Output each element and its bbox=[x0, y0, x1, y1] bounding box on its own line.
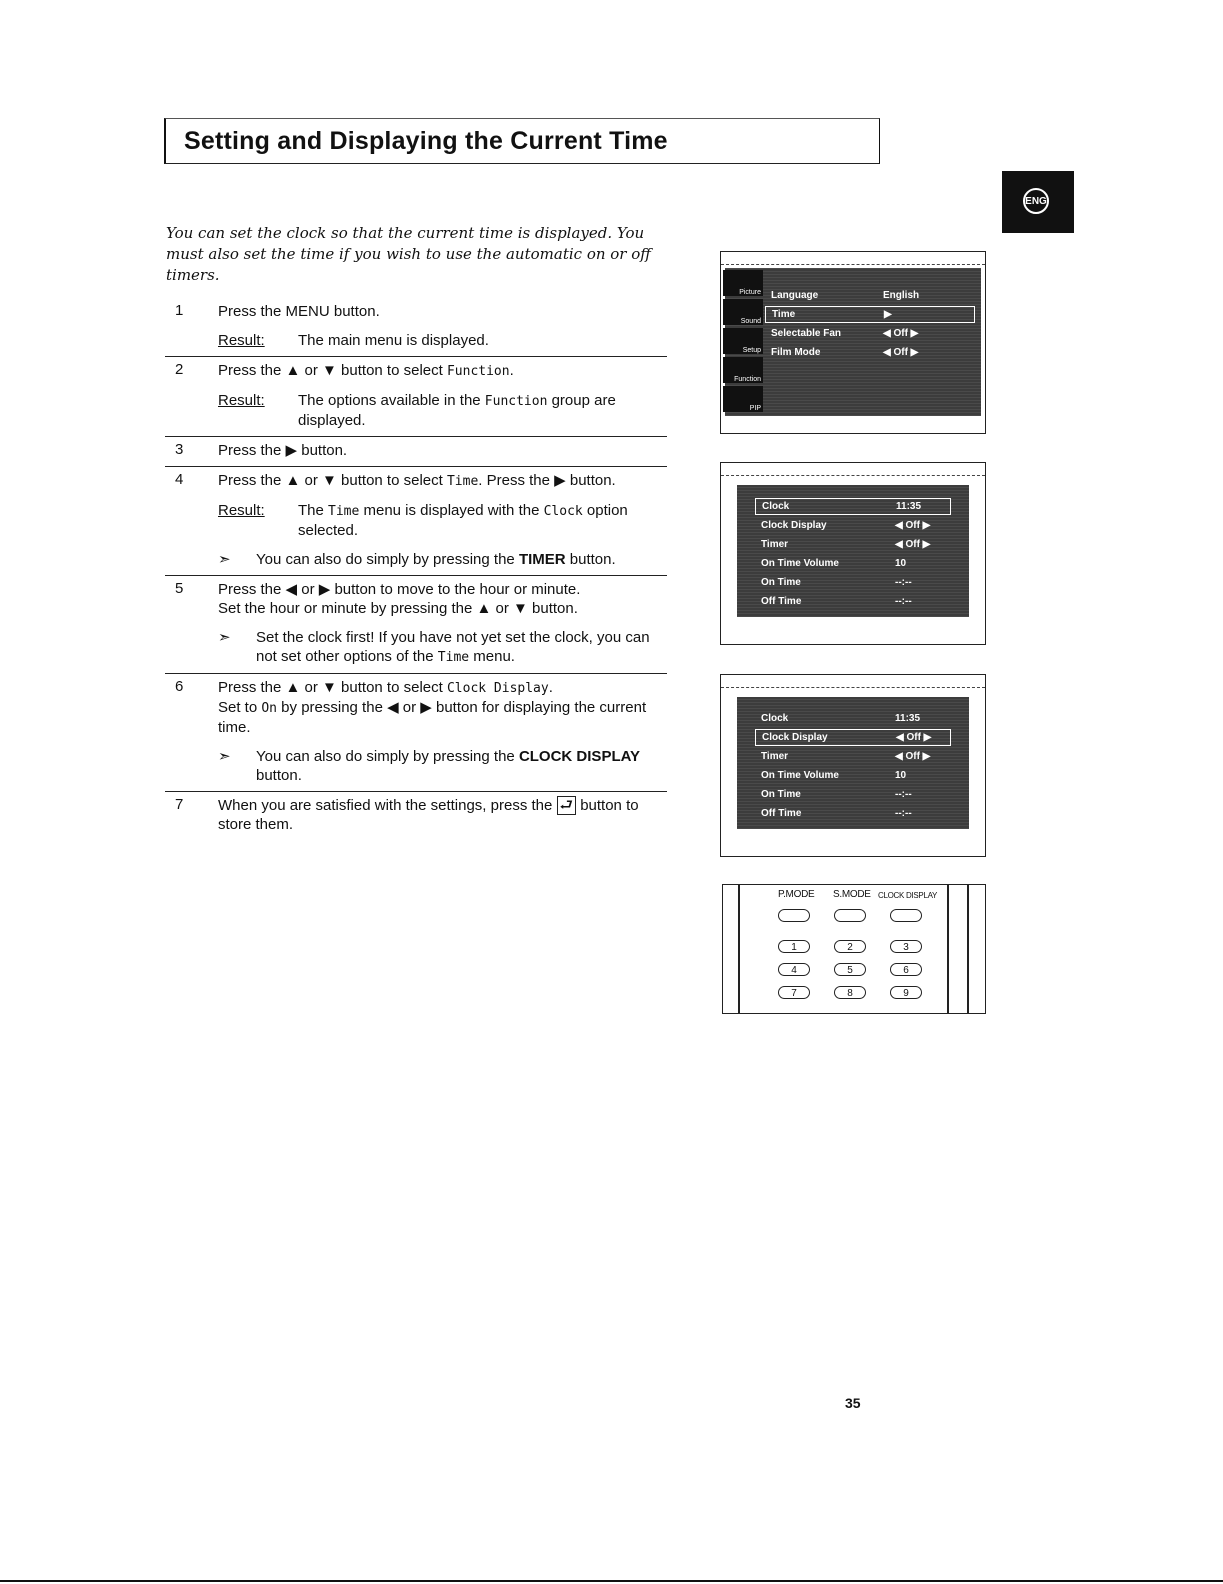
menu-row[interactable] bbox=[755, 786, 951, 803]
menu-row[interactable] bbox=[755, 517, 951, 534]
menu-row[interactable] bbox=[755, 574, 951, 591]
step-number: 7 bbox=[175, 796, 184, 813]
number-key-2[interactable]: 2 bbox=[834, 940, 866, 953]
language-badge-label: ENG bbox=[1023, 188, 1049, 214]
step-number: 6 bbox=[175, 678, 184, 695]
number-key-9[interactable]: 9 bbox=[890, 986, 922, 999]
menu-row[interactable] bbox=[755, 555, 951, 572]
menu-row[interactable] bbox=[765, 306, 975, 323]
step-instruction-2: Set to On by pressing the ◀ or ▶ button for displaying the current time. bbox=[218, 699, 647, 736]
step-note: ➣ You can also do simply by pressing the TIMER button. bbox=[218, 551, 616, 568]
number-key-4[interactable]: 4 bbox=[778, 963, 810, 976]
step-number: 5 bbox=[175, 580, 184, 597]
step-instruction: Press the ▶ button. bbox=[218, 442, 348, 459]
tv-screen-time-menu bbox=[720, 462, 986, 645]
menu-category-icon[interactable]: Function bbox=[723, 357, 763, 383]
menu-row-label: Language bbox=[771, 290, 819, 301]
step-4 bbox=[165, 467, 667, 576]
menu-row-value: ◀ Off ▶ bbox=[883, 347, 919, 358]
step-instruction: Press the MENU button. bbox=[218, 303, 380, 320]
intro-text: You can set the clock so that the current time is displayed. You must also set the time if you wish to use the automatic on or off timers. bbox=[166, 224, 651, 284]
p-mode-label: P.MODE bbox=[778, 889, 815, 900]
step-instruction: Press the ▲ or ▼ button to select Clock Display. bbox=[218, 679, 553, 696]
menu-category-icon[interactable]: Sound bbox=[723, 299, 763, 325]
menu-row-value: --:-- bbox=[895, 577, 912, 588]
step-2 bbox=[165, 357, 667, 437]
step-result: Result: The options available in the Function group are displayed. bbox=[218, 392, 616, 429]
number-key-7[interactable]: 7 bbox=[778, 986, 810, 999]
step-5 bbox=[165, 576, 667, 674]
menu-row[interactable] bbox=[755, 805, 951, 822]
menu-category-icon[interactable]: Setup bbox=[723, 328, 763, 354]
menu-row-label: Selectable Fan bbox=[771, 328, 842, 339]
enter-icon: ⮐ bbox=[557, 796, 577, 815]
menu-row-label: Time bbox=[772, 309, 796, 320]
remote-control-illustration bbox=[722, 884, 986, 1014]
note-arrow-icon: ➣ bbox=[218, 748, 231, 765]
number-key-8[interactable]: 8 bbox=[834, 986, 866, 999]
menu-row-value: --:-- bbox=[895, 789, 912, 800]
menu-row-label: On Time Volume bbox=[761, 558, 839, 569]
menu-row-value: 10 bbox=[895, 770, 907, 781]
menu-category-icon[interactable]: Picture bbox=[723, 270, 763, 296]
menu-row[interactable] bbox=[755, 748, 951, 765]
menu-row-label: Clock bbox=[761, 713, 789, 724]
step-7 bbox=[165, 792, 667, 840]
s-mode-label: S.MODE bbox=[833, 889, 871, 900]
menu-row-label: Clock Display bbox=[761, 520, 827, 531]
menu-row[interactable] bbox=[755, 767, 951, 784]
menu-row-value: ◀ Off ▶ bbox=[896, 732, 932, 743]
menu-row[interactable] bbox=[765, 344, 975, 361]
bottom-rule bbox=[0, 1580, 1223, 1582]
menu-row-value: English bbox=[883, 290, 920, 301]
step-instruction: Press the ▲ or ▼ button to select Function. bbox=[218, 362, 514, 379]
menu-row-label: On Time bbox=[761, 789, 801, 800]
step-result: Result: The main menu is displayed. bbox=[218, 332, 489, 349]
number-key-3[interactable]: 3 bbox=[890, 940, 922, 953]
menu-row-label: Off Time bbox=[761, 596, 802, 607]
menu-row[interactable] bbox=[755, 710, 951, 727]
tv-screen-clock-display bbox=[720, 674, 986, 857]
menu-row-label: On Time Volume bbox=[761, 770, 839, 781]
menu-row-value: ◀ Off ▶ bbox=[895, 539, 931, 550]
number-key-5[interactable]: 5 bbox=[834, 963, 866, 976]
menu-row[interactable] bbox=[765, 287, 975, 304]
step-number: 1 bbox=[175, 302, 184, 319]
note-arrow-icon: ➣ bbox=[218, 629, 231, 646]
step-number: 4 bbox=[175, 471, 184, 488]
menu-row-label: On Time bbox=[761, 577, 801, 588]
menu-row-value: 10 bbox=[895, 558, 907, 569]
tv-screen-function-menu bbox=[720, 251, 986, 434]
menu-row-label: Timer bbox=[761, 751, 789, 762]
menu-row[interactable] bbox=[765, 325, 975, 342]
menu-row-value: 11:35 bbox=[895, 713, 921, 724]
step-note: ➣ Set the clock first! If you have not yet set the clock, you can not set other options of the Time menu. bbox=[218, 629, 650, 665]
menu-row-label: Film Mode bbox=[771, 347, 821, 358]
step-number: 2 bbox=[175, 361, 184, 378]
menu-row[interactable] bbox=[755, 593, 951, 610]
menu-row[interactable] bbox=[755, 498, 951, 515]
page-title: Setting and Displaying the Current Time bbox=[184, 127, 668, 155]
menu-row-value: ◀ Off ▶ bbox=[883, 328, 919, 339]
menu-row-label: Timer bbox=[761, 539, 789, 550]
menu-row-value: ▶ bbox=[884, 309, 892, 320]
number-key-6[interactable]: 6 bbox=[890, 963, 922, 976]
menu-row-label: Clock Display bbox=[762, 732, 828, 743]
title-box bbox=[164, 118, 880, 164]
menu-row[interactable] bbox=[755, 729, 951, 746]
clock-display-button[interactable] bbox=[890, 909, 922, 922]
step-6 bbox=[165, 674, 667, 792]
screen-footer bbox=[721, 417, 985, 431]
clock-display-label: CLOCK DISPLAY bbox=[878, 891, 938, 900]
step-1 bbox=[165, 298, 667, 357]
step-note: ➣ You can also do simply by pressing the CLOCK DISPLAY button. bbox=[218, 748, 641, 784]
step-instruction: Press the ◀ or ▶ button to move to the hour or minute. bbox=[218, 581, 581, 598]
note-arrow-icon: ➣ bbox=[218, 551, 231, 568]
step-instruction: When you are satisfied with the settings, press the ⮐ button to store them. bbox=[218, 797, 639, 833]
menu-category-icon[interactable]: PIP bbox=[723, 386, 763, 412]
step-number: 3 bbox=[175, 441, 184, 458]
menu-row-value: --:-- bbox=[895, 808, 912, 819]
s-mode-button[interactable] bbox=[834, 909, 866, 922]
page-number: 35 bbox=[845, 1395, 861, 1411]
menu-row-label: Clock bbox=[762, 501, 790, 512]
number-key-1[interactable]: 1 bbox=[778, 940, 810, 953]
step-3 bbox=[165, 437, 667, 467]
steps-list bbox=[165, 298, 667, 840]
menu-row-value: ◀ Off ▶ bbox=[895, 751, 931, 762]
menu-row[interactable] bbox=[755, 536, 951, 553]
p-mode-button[interactable] bbox=[778, 909, 810, 922]
menu-row-value: 11:35 bbox=[896, 501, 922, 512]
menu-row-value: --:-- bbox=[895, 596, 912, 607]
step-instruction-2: Set the hour or minute by pressing the ▲ or ▼ button. bbox=[218, 600, 578, 617]
language-badge bbox=[1002, 171, 1074, 233]
menu-row-value: ◀ Off ▶ bbox=[895, 520, 931, 531]
step-result: Result: The Time menu is displayed with the Clock option selected. bbox=[218, 502, 628, 539]
menu-row-label: Off Time bbox=[761, 808, 802, 819]
step-instruction: Press the ▲ or ▼ button to select Time. Press the ▶ button. bbox=[218, 472, 616, 489]
